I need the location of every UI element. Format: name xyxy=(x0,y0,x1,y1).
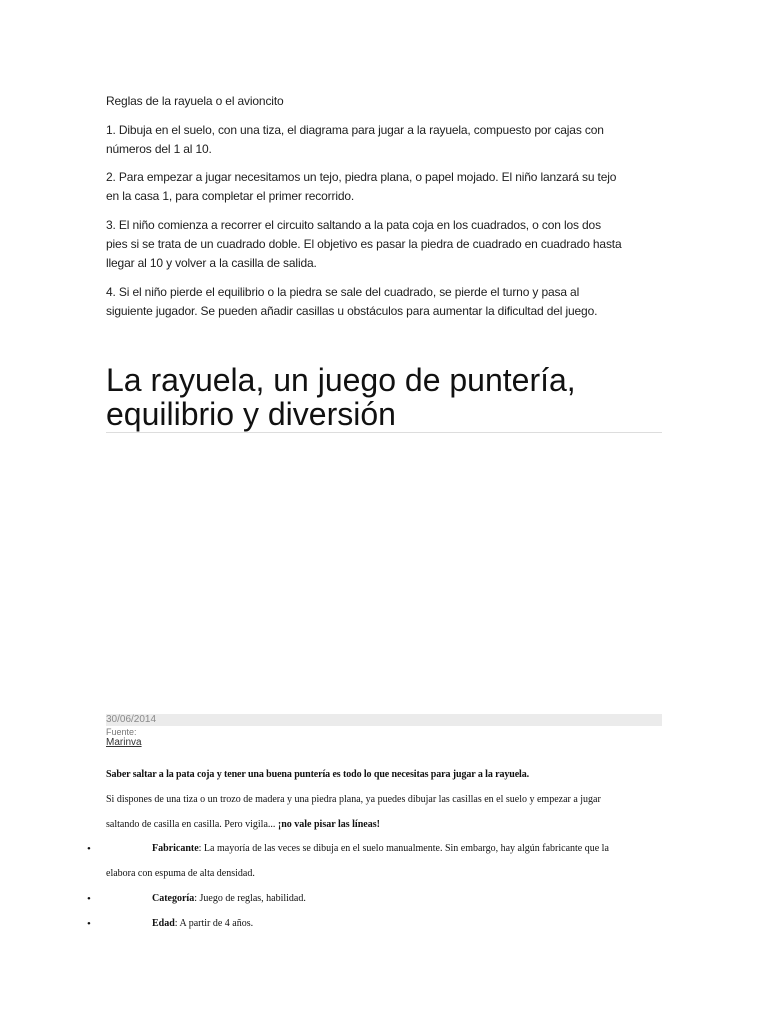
paragraph-line: 3. El niño comienza a recorrer el circuito saltando a la pata coja en los cuadrados, o con los dos xyxy=(106,218,601,232)
rule-paragraph-4 xyxy=(106,283,597,321)
detail-text: : La mayoría de las veces se dibuja en el suelo manualmente. Sin embargo, hay algún fabricante que la xyxy=(198,843,609,854)
paragraph-line: en la casa 1, para completar el primer recorrido. xyxy=(106,189,355,203)
bullet-icon: • xyxy=(87,918,91,930)
detail-label: Edad xyxy=(152,918,175,929)
detail-item-edad xyxy=(152,917,253,931)
body-line xyxy=(106,818,380,832)
rule-paragraph-3 xyxy=(106,216,622,273)
detail-text: : Juego de reglas, habilidad. xyxy=(194,893,306,904)
body-emphasis: ¡no vale pisar las líneas! xyxy=(277,819,380,830)
article-lead: Saber saltar a la pata coja y tener una buena puntería es todo lo que necesitas para jugar a la rayuela. xyxy=(106,769,530,780)
paragraph-line: 2. Para empezar a jugar necesitamos un tejo, piedra plana, o papel mojado. El niño lanzará su tejo xyxy=(106,170,617,184)
source-label: Fuente: xyxy=(106,727,137,737)
detail-label: Categoría xyxy=(152,893,195,904)
paragraph-line: números del 1 al 10. xyxy=(106,142,212,156)
heading-line: equilibrio y diversión xyxy=(106,396,396,432)
paragraph-line: 4. Si el niño pierde el equilibrio o la piedra se sale del cuadrado, se pierde el turno y pasa al xyxy=(106,285,580,299)
bullet-icon: • xyxy=(87,893,91,905)
detail-text: : A partir de 4 años. xyxy=(174,918,254,929)
date-bar xyxy=(106,714,662,726)
bullet-icon: • xyxy=(87,843,91,855)
paragraph-line: siguiente jugador. Se pueden añadir casillas u obstáculos para aumentar la dificultad del juego. xyxy=(106,304,598,318)
detail-continuation: elabora con espuma de alta densidad. xyxy=(106,868,255,879)
body-text: saltando de casilla en casilla. Pero vigila... xyxy=(106,819,278,830)
rules-title-text: Reglas de la rayuela o el avioncito xyxy=(106,94,284,108)
detail-item-fabricante xyxy=(152,842,609,856)
rule-paragraph-2 xyxy=(106,168,616,206)
body-line: Si dispones de una tiza o un trozo de madera y una piedra plana, ya puedes dibujar las casillas en el suelo y empezar a jugar xyxy=(106,794,601,805)
rules-title xyxy=(106,92,284,111)
detail-item-categoria xyxy=(152,892,306,906)
article-heading xyxy=(106,363,662,433)
heading-line: La rayuela, un juego de puntería, xyxy=(106,362,576,398)
detail-label: Fabricante xyxy=(152,843,199,854)
paragraph-line: llegar al 10 y volver a la casilla de salida. xyxy=(106,256,317,270)
source-link[interactable]: Marinva xyxy=(106,737,142,748)
rule-paragraph-1 xyxy=(106,121,604,159)
paragraph-line: 1. Dibuja en el suelo, con una tiza, el diagrama para jugar a la rayuela, compuesto por cajas con xyxy=(106,123,604,137)
paragraph-line: pies si se trata de un cuadrado doble. El objetivo es pasar la piedra de cuadrado en cuadrado hasta xyxy=(106,237,622,251)
publish-date: 30/06/2014 xyxy=(106,714,157,725)
